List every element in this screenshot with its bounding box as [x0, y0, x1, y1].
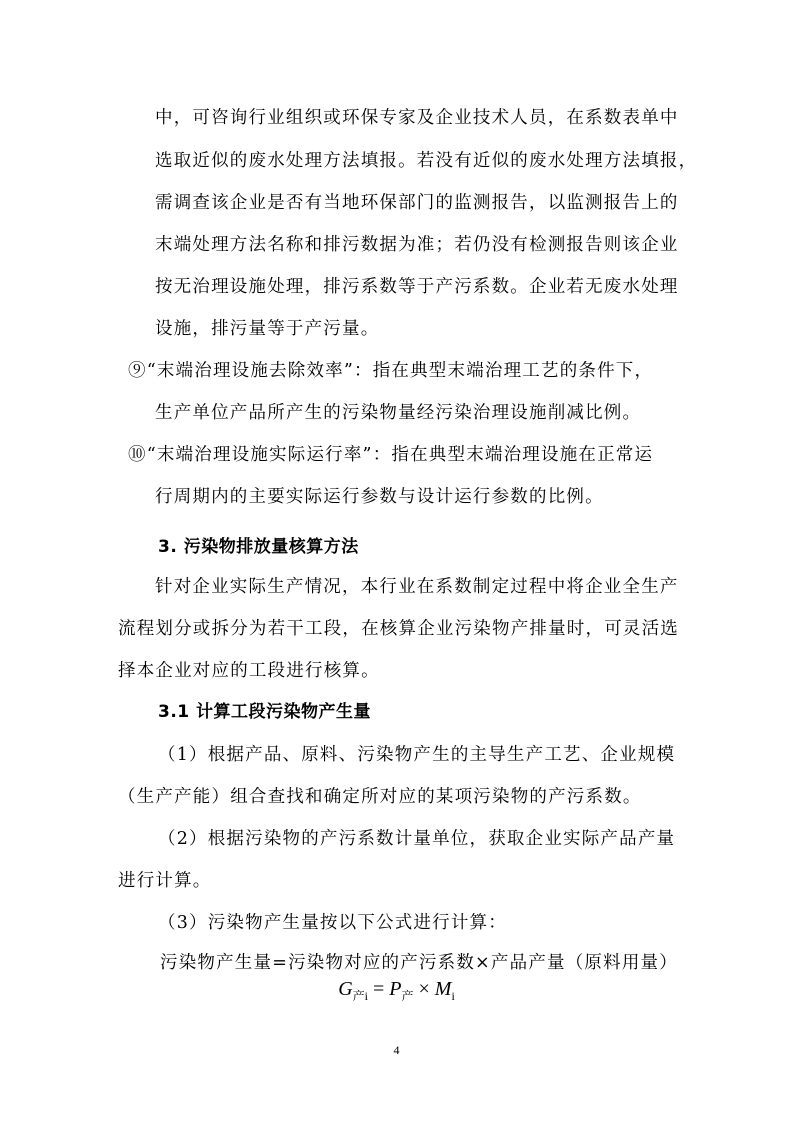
list-item-10: ⑩“末端治理设施实际运行率”：指在典型末端治理设施在正常运 [128, 445, 654, 465]
formula-equals: = [372, 978, 385, 1000]
paragraph-line: 行周期内的主要实际运行参数与设计运行参数的比例。 [155, 487, 604, 507]
paragraph-line: 进行计算。 [118, 871, 212, 891]
formula-p-sub: 产 [401, 989, 414, 1003]
page-number: 4 [393, 1043, 400, 1057]
formula-m: M [434, 978, 452, 1000]
paragraph-line: （3）污染物产生量按以下公式进行计算： [158, 913, 507, 933]
paragraph-line: 设施，排污量等于产污量。 [155, 319, 380, 339]
paragraph-line: 针对企业实际生产情况，本行业在系数制定过程中将企业全生产 [155, 577, 679, 597]
subsection-heading: 3.1 计算工段污染物产生量 [158, 702, 372, 722]
section-heading: 3. 污染物排放量核算方法 [158, 537, 359, 557]
paragraph-line: 流程划分或拆分为若干工段，在核算企业污染物产排量时，可灵活选 [118, 619, 679, 639]
formula [0, 978, 793, 1004]
formula-g: G [338, 978, 353, 1000]
paragraph-line: （1）根据产品、原料、污染物产生的主导生产工艺、企业规模 [158, 745, 676, 765]
formula-times: × [418, 978, 430, 1000]
paragraph-line: 生产单位产品所产生的污染物量经污染治理设施削减比例。 [155, 403, 642, 423]
paragraph-line: 择本企业对应的工段进行核算。 [118, 661, 380, 681]
paragraph-line: （生产产能）组合查找和确定所对应的某项污染物的产污系数。 [118, 787, 642, 807]
list-item-9: ⑨“末端治理设施去除效率”：指在典型末端治理工艺的条件下， [128, 361, 654, 381]
paragraph-line: 选取近似的废水处理方法填报。若没有近似的废水处理方法填报， [155, 151, 698, 171]
paragraph-line: 需调查该企业是否有当地环保部门的监测报告，以监测报告上的 [155, 193, 679, 213]
formula-description: 污染物产生量=污染物对应的产污系数×产品产量（原料用量） [160, 953, 678, 973]
formula-p: P [389, 978, 402, 1000]
paragraph-line: 末端处理方法名称和排污数据为准；若仍没有检测报告则该企业 [155, 235, 679, 255]
formula-g-sub: 产i [352, 989, 368, 1003]
formula-m-sub: i [451, 989, 455, 1003]
paragraph-line: 中，可咨询行业组织或环保专家及企业技术人员，在系数表单中 [155, 108, 679, 128]
paragraph-line: （2）根据污染物的产污系数计量单位，获取企业实际产品产量 [158, 829, 676, 849]
paragraph-line: 按无治理设施处理，排污系数等于产污系数。企业若无废水处理 [155, 277, 679, 297]
